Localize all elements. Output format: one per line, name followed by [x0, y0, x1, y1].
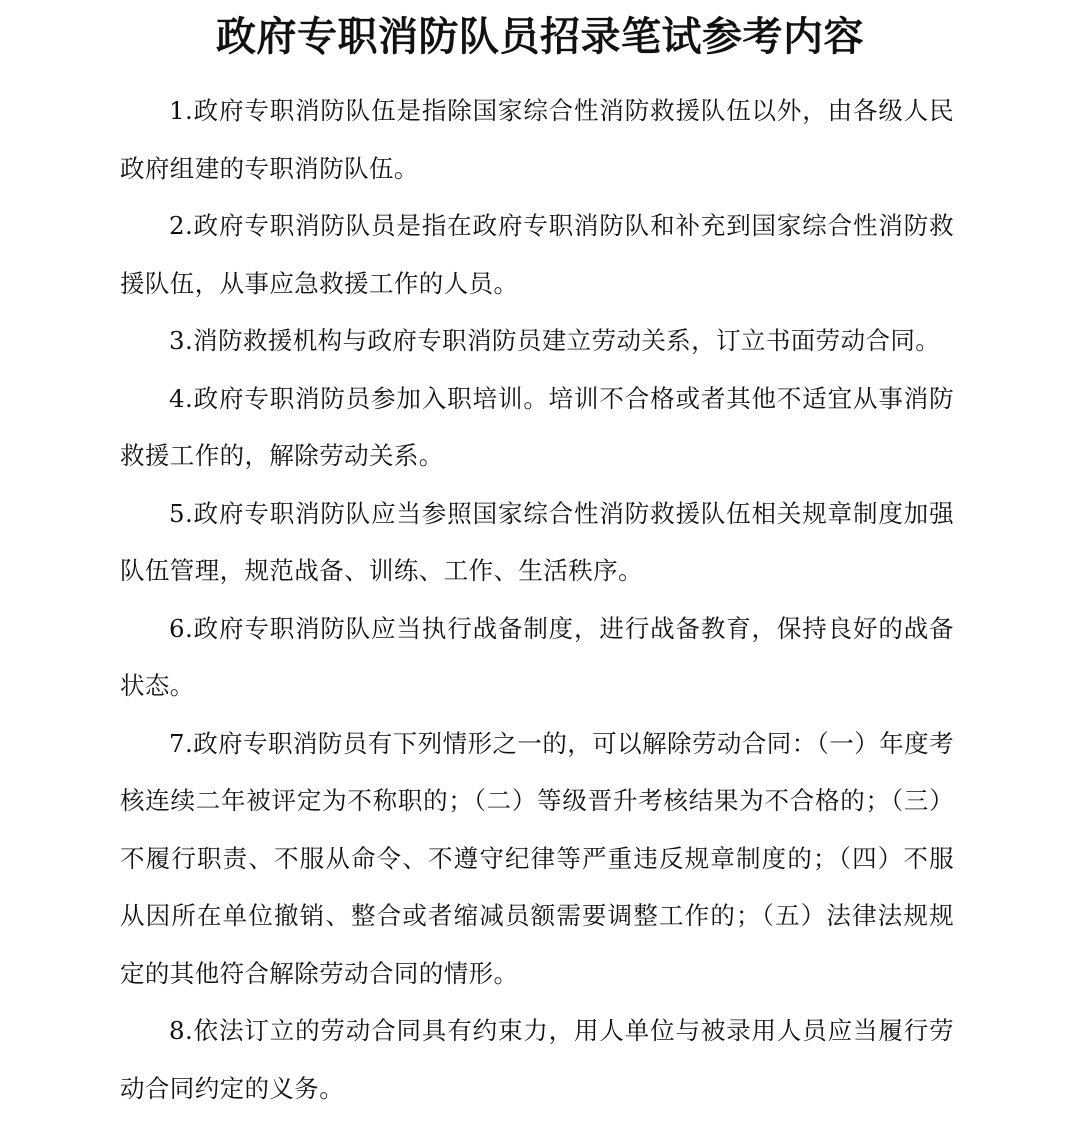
paragraph-8: 8.依法订立的劳动合同具有约束力，用人单位与被录用人员应当履行劳动合同约定的义务。: [120, 1016, 954, 1103]
paragraph-5: 5.政府专职消防队应当参照国家综合性消防救援队伍相关规章制度加强队伍管理，规范战备、训练、工作、生活秩序。: [120, 498, 954, 585]
paragraph-7: 7.政府专职消防员有下列情形之一的，可以解除劳动合同：（一）年度考核连续二年被评定为不称职的；（二）等级晋升考核结果为不合格的；（三）不履行职责、不服从命令、不遵守纪律等严重违反规章制度的；（四）不服从因所在单位撤销、整合或者缩减员额需要调整工作的；（五）法律法规规定的其他符合解除劳动合同的情形。: [120, 728, 954, 988]
paragraph-2: 2.政府专职消防队员是指在政府专职消防队和补充到国家综合性消防救援队伍，从事应急救援工作的人员。: [120, 211, 954, 298]
paragraph-4: 4.政府专职消防员参加入职培训。培训不合格或者其他不适宜从事消防救援工作的，解除劳动关系。: [120, 383, 954, 470]
document-body: [120, 82, 954, 1117]
paragraph-3: 3.消防救援机构与政府专职消防员建立劳动关系，订立书面劳动合同。: [169, 326, 941, 355]
document-title: 政府专职消防队员招录笔试参考内容: [216, 13, 864, 60]
paragraph-6: 6.政府专职消防队应当执行战备制度，进行战备教育，保持良好的战备状态。: [120, 613, 954, 700]
paragraph-1: 1.政府专职消防队伍是指除国家综合性消防救援队伍以外，由各级人民政府组建的专职消防队伍。: [120, 96, 954, 183]
